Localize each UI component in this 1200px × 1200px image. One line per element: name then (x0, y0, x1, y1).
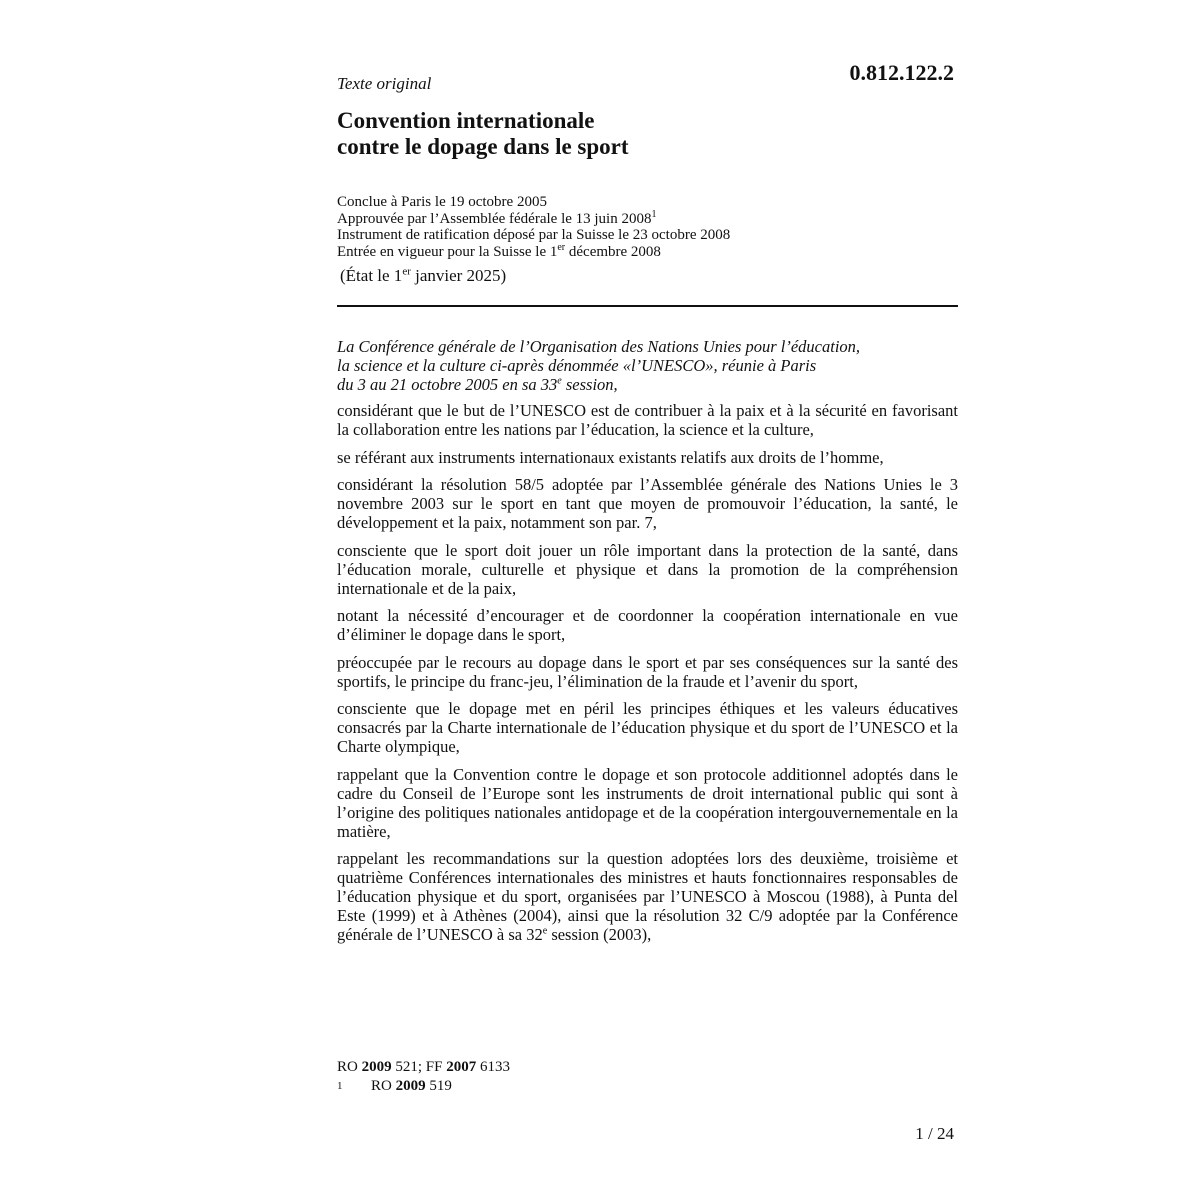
preamble (337, 337, 958, 953)
footnote-1-number: 1 (337, 1080, 343, 1092)
title-line-1: Convention internationale (337, 108, 595, 133)
paragraph-9-sup: e (542, 925, 548, 937)
ro-prefix: RO (337, 1059, 362, 1075)
footnote-1-prefix: RO (371, 1078, 396, 1094)
preamble-paragraph-6: préoccupée par le recours au dopage dans le sport et par ses conséquences sur la santé des sportifs, le principe du franc-jeu, l’élimination de la fraude et l’avenir du sport, (337, 652, 958, 691)
footnotes (337, 1058, 510, 1096)
document-metadata (337, 194, 730, 260)
etat-text-end: janvier 2025) (410, 266, 507, 285)
document-page (337, 0, 958, 1200)
preamble-paragraph-2: se référant aux instruments internationaux existants relatifs aux droits de l’homme, (337, 447, 884, 467)
ro-year: 2009 (361, 1059, 392, 1075)
ro-page: 521; FF (391, 1059, 447, 1075)
source-reference (337, 1058, 510, 1077)
preamble-paragraph-4: consciente que le sport doit jouer un rôle important dans la protection de la santé, dans l’éducation morale, culturelle et physique et dans la promotion de la compréhension internationale et de la paix, (337, 540, 958, 598)
preamble-intro (337, 337, 958, 394)
intro-line-3: du 3 au 21 octobre 2005 en sa 33 (337, 375, 558, 394)
meta-entree-text: Entrée en vigueur pour la Suisse le 1 (337, 243, 558, 260)
text-original-label: Texte original (337, 74, 432, 93)
meta-entree-text-end: décembre 2008 (565, 243, 661, 260)
document-title (337, 108, 629, 160)
footnote-1-page: 519 (425, 1078, 452, 1094)
meta-entree (337, 241, 730, 261)
etat-text: (État le 1 (340, 266, 403, 285)
header-divider (337, 305, 958, 307)
paragraph-9-text: rappelant les recommandations sur la question adoptées lors des deuxième, troisième et quatrième Conférences internationales des ministres et hauts fonctionnaires responsables de l’éducation physique et du sport, organisées par l’UNESCO à Moscou (1988), à Punta del Este (1999) et à Athènes (2004), ainsi que la résolution 32 C/9 adoptée par la Conférence générale de l’UNESCO à sa 32 (337, 849, 958, 944)
footnote-ref-1[interactable]: 1 (651, 208, 657, 220)
intro-line-3-end: session, (561, 375, 618, 394)
meta-entree-sup: er (557, 241, 566, 253)
paragraph-9-text-end: session (2003), (547, 925, 652, 944)
meta-instrument: Instrument de ratification déposé par la Suisse le 23 octobre 2008 (337, 227, 731, 243)
ff-year: 2007 (446, 1059, 477, 1075)
preamble-paragraph-7: consciente que le dopage met en péril les principes éthiques et les valeurs éducatives consacrés par la Charte internationale de l’éducation physique et du sport de l’UNESCO et la Charte olympique, (337, 699, 958, 756)
status-date (340, 266, 506, 286)
ff-page: 6133 (476, 1059, 510, 1075)
preamble-paragraph-1: considérant que le but de l’UNESCO est de contribuer à la paix et à la sécurité en favorisant la collaboration entre les nations par l’éducation, la science et la culture, (337, 401, 958, 439)
intro-line-1: La Conférence générale de l’Organisation des Nations Unies pour l’éducation, (337, 337, 861, 356)
intro-line-2: la science et la culture ci-après dénommée «l’UNESCO», réunie à Paris (337, 356, 817, 375)
preamble-paragraph-9 (337, 849, 958, 944)
sr-number: 0.812.122.2 (849, 60, 954, 85)
title-line-2: contre le dopage dans le sport (337, 134, 629, 159)
meta-approuvee-text: Approuvée par l’Assemblée fédérale le 13 juin 2008 (337, 210, 652, 227)
meta-conclue: Conclue à Paris le 19 octobre 2005 (337, 194, 547, 210)
footnote-1 (337, 1077, 510, 1096)
meta-approuvee (337, 208, 730, 228)
intro-sup: e (557, 375, 562, 387)
preamble-paragraph-3: considérant la résolution 58/5 adoptée par l’Assemblée générale des Nations Unies le 3 novembre 2003 sur le sport en tant que moyen de promouvoir l’éducation, la santé, le développement et la paix, notamment son par. 7, (337, 475, 958, 532)
etat-sup: er (402, 265, 411, 278)
preamble-paragraph-8: rappelant que la Convention contre le dopage et son protocole additionnel adoptés dans le cadre du Conseil de l’Europe sont les instruments de droit international public qui sont à l’origine des politiques nationales antidopage et de la coopération intergouvernementale en la matière, (337, 764, 958, 841)
preamble-paragraph-5: notant la nécessité d’encourager et de coordonner la coopération internationale en vue d’éliminer le dopage dans le sport, (337, 606, 958, 644)
footnote-1-year: 2009 (395, 1078, 426, 1094)
page-number: 1 / 24 (915, 1124, 954, 1143)
